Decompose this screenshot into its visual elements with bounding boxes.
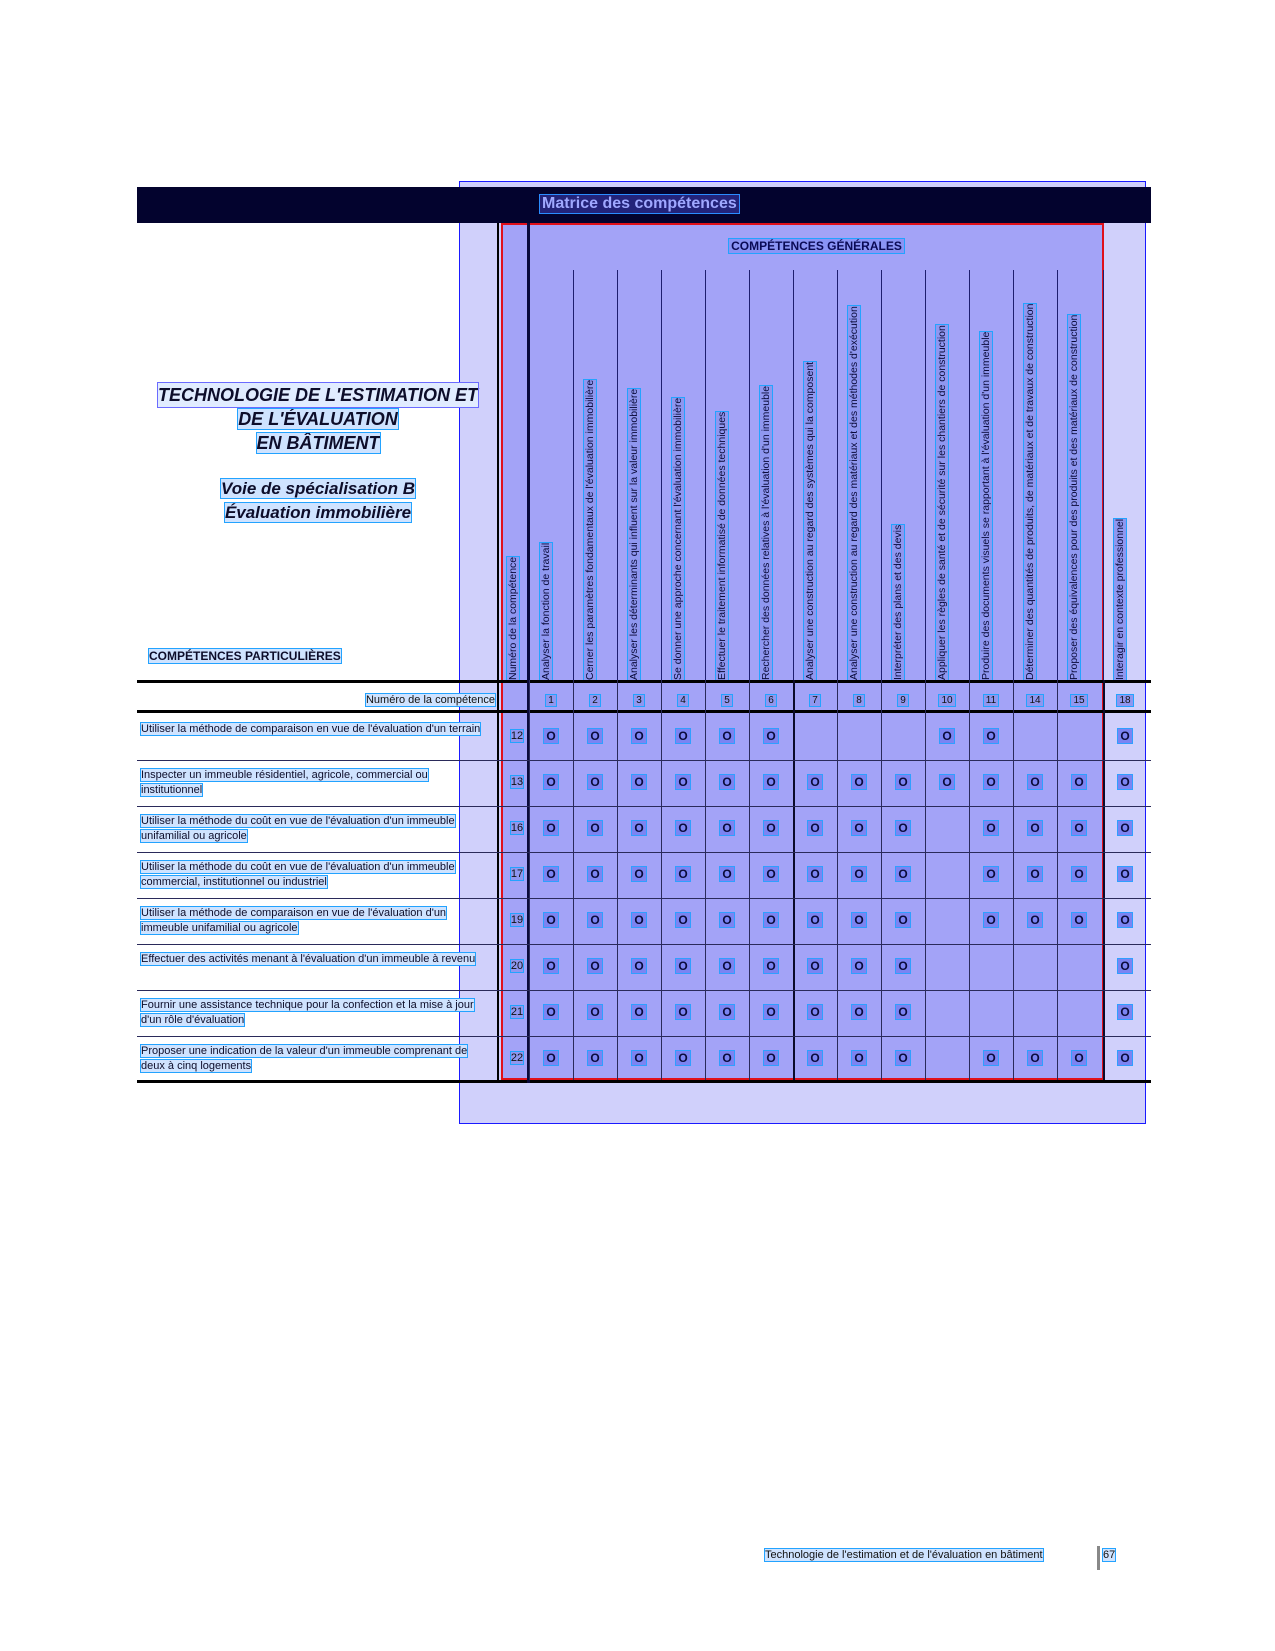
grid-column-line	[705, 680, 706, 1080]
competency-mark: O	[543, 728, 559, 744]
competency-mark: O	[1071, 1050, 1087, 1066]
rule-numbers	[137, 710, 1151, 713]
grid-column-line	[617, 680, 618, 1080]
competency-mark: O	[675, 958, 691, 974]
column-header-label: Se donner une approche concernant l'évaluation immobilière	[672, 397, 684, 680]
number-row-label: Numéro de la compétence	[365, 694, 495, 706]
competency-mark: O	[675, 1050, 691, 1066]
competency-mark: O	[1071, 820, 1087, 836]
number-column-header: Numéro de la compétence	[507, 556, 519, 680]
general-competencies-title: COMPÉTENCES GÉNÉRALES	[731, 239, 902, 253]
column-header-label: Analyser une construction au regard des systèmes qui la composent	[804, 361, 816, 680]
column-header	[705, 270, 749, 680]
competency-mark: O	[763, 1004, 779, 1020]
grid-column-line	[1013, 680, 1014, 1080]
column-header	[617, 270, 661, 680]
column-number: 11	[985, 695, 997, 706]
column-header-label: Analyser les déterminants qui influent sur la valeur immobilière	[628, 388, 640, 680]
page-number: 67	[1103, 1549, 1116, 1561]
competency-label: Utiliser la méthode de comparaison en vue de l'évaluation d'un terrain	[141, 723, 481, 735]
column-header-label: Rechercher des données relatives à l'évaluation d'un immeuble	[760, 385, 772, 680]
competency-mark: O	[543, 866, 559, 882]
column-number: 8	[856, 695, 862, 706]
title-line-1: TECHNOLOGIE DE L'ESTIMATION ET	[158, 385, 478, 405]
grid-column-line	[749, 680, 750, 1080]
competency-mark: O	[983, 774, 999, 790]
competency-mark: O	[851, 958, 867, 974]
competency-mark: O	[543, 912, 559, 928]
competency-number: 17	[510, 868, 524, 880]
competency-mark: O	[807, 1004, 823, 1020]
competency-mark: O	[1071, 774, 1087, 790]
competency-mark: O	[543, 1050, 559, 1066]
competency-mark: O	[851, 912, 867, 928]
grid-column-line	[837, 680, 838, 1080]
competency-mark: O	[719, 774, 735, 790]
column-header-label: Proposer des équivalences pour des produits et des matériaux de construction	[1068, 314, 1080, 680]
grid-column-line	[925, 680, 926, 1080]
footer-text: Technologie de l'estimation et de l'évaluation en bâtiment	[765, 1549, 1043, 1561]
competency-mark: O	[983, 912, 999, 928]
rule-top	[137, 680, 1151, 683]
column-number: 3	[636, 695, 642, 706]
grid-column-line	[1057, 680, 1058, 1080]
particular-competencies-title: COMPÉTENCES PARTICULIÈRES	[149, 649, 341, 663]
competency-mark: O	[1027, 1050, 1043, 1066]
column-number: 15	[1073, 695, 1085, 706]
grid-column-line	[573, 680, 574, 1080]
grid-row-line	[137, 806, 1151, 807]
competency-mark: O	[675, 912, 691, 928]
competency-mark: O	[543, 774, 559, 790]
competency-mark: O	[1117, 820, 1133, 836]
competency-mark: O	[675, 1004, 691, 1020]
column-number: 18	[1119, 695, 1131, 706]
competency-mark: O	[807, 958, 823, 974]
competency-mark: O	[851, 866, 867, 882]
competency-number: 21	[510, 1006, 524, 1018]
competency-number: 12	[510, 730, 524, 742]
competency-mark: O	[807, 1050, 823, 1066]
competency-mark: O	[675, 866, 691, 882]
competency-mark: O	[895, 958, 911, 974]
column-number: 10	[941, 695, 953, 706]
column-header-label: Appliquer les règles de santé et de sécurité sur les chantiers de construction	[936, 325, 948, 680]
column-header-label: Produire des documents visuels se rapportant à l'évaluation d'un immeuble	[980, 331, 992, 680]
competency-mark: O	[631, 912, 647, 928]
competency-mark: O	[895, 774, 911, 790]
competency-mark: O	[763, 728, 779, 744]
competency-mark: O	[1117, 1004, 1133, 1020]
grid-row-line	[137, 898, 1151, 899]
grid-row-line	[137, 944, 1151, 945]
competency-mark: O	[763, 1050, 779, 1066]
competency-mark: O	[587, 728, 603, 744]
competency-mark: O	[631, 1004, 647, 1020]
column-header	[837, 270, 881, 680]
competency-mark: O	[631, 866, 647, 882]
competency-mark: O	[1027, 820, 1043, 836]
column-number: 5	[724, 695, 730, 706]
competency-label: Utiliser la méthode du coût en vue de l'évaluation d'un immeuble commercial, institutionnel ou industriel	[141, 861, 455, 888]
column-header	[749, 270, 793, 680]
competency-mark: O	[1117, 958, 1133, 974]
competency-mark: O	[1071, 866, 1087, 882]
competency-mark: O	[587, 774, 603, 790]
competency-mark: O	[543, 820, 559, 836]
competency-mark: O	[719, 958, 735, 974]
competency-mark: O	[719, 820, 735, 836]
competency-mark: O	[719, 728, 735, 744]
competency-mark: O	[1117, 774, 1133, 790]
competency-mark: O	[895, 1050, 911, 1066]
competency-mark: O	[631, 774, 647, 790]
column-header	[573, 270, 617, 680]
competency-mark: O	[763, 820, 779, 836]
competency-label: Fournir une assistance technique pour la confection et la mise à jour d'un rôle d'évaluation	[141, 999, 474, 1026]
column-header-label: Analyser la fonction de travail	[540, 542, 552, 680]
column-header-label: Effectuer le traitement informatisé de données techniques	[716, 411, 728, 680]
title-line-3: EN BÂTIMENT	[256, 433, 380, 453]
column-header	[1057, 270, 1101, 680]
column-header	[793, 270, 837, 680]
competency-mark: O	[763, 912, 779, 928]
competency-mark: O	[851, 774, 867, 790]
competency-mark: O	[895, 1004, 911, 1020]
grid-column-line	[881, 680, 882, 1080]
competency-mark: O	[543, 958, 559, 974]
competency-mark: O	[1117, 1050, 1133, 1066]
competency-mark: O	[1117, 728, 1133, 744]
column-number: 1	[548, 695, 554, 706]
title-line-2: DE L'ÉVALUATION	[238, 409, 398, 429]
competency-mark: O	[895, 866, 911, 882]
rule-bottom	[137, 1080, 1151, 1083]
competency-mark: O	[983, 820, 999, 836]
competency-label: Utiliser la méthode de comparaison en vue de l'évaluation d'un immeuble unifamilial ou agricole	[141, 907, 447, 934]
rule-left	[497, 223, 499, 1083]
competency-mark: O	[719, 866, 735, 882]
competency-mark: O	[719, 1050, 735, 1066]
column-number: 14	[1029, 695, 1041, 706]
column-header-label: Interagir en contexte professionnel	[1114, 518, 1126, 680]
competency-number: 13	[510, 776, 524, 788]
column-header	[1013, 270, 1057, 680]
competency-mark: O	[983, 728, 999, 744]
competency-mark: O	[631, 728, 647, 744]
competency-mark: O	[1117, 866, 1133, 882]
competency-mark: O	[587, 820, 603, 836]
competency-mark: O	[587, 1004, 603, 1020]
competency-mark: O	[587, 1050, 603, 1066]
column-number: 6	[768, 695, 774, 706]
column-header	[661, 270, 705, 680]
grid-column-line	[1103, 680, 1105, 1080]
competency-mark: O	[1027, 912, 1043, 928]
column-number: 2	[592, 695, 598, 706]
competency-mark: O	[851, 1004, 867, 1020]
competency-mark: O	[763, 866, 779, 882]
competency-mark: O	[719, 912, 735, 928]
footer-divider	[1097, 1546, 1100, 1570]
competency-mark: O	[1117, 912, 1133, 928]
competency-mark: O	[763, 958, 779, 974]
spec-line-2: Évaluation immobilière	[224, 503, 412, 522]
column-number: 7	[812, 695, 818, 706]
competency-mark: O	[587, 866, 603, 882]
column-header	[925, 270, 969, 680]
competency-label: Utiliser la méthode du coût en vue de l'évaluation d'un immeuble unifamilial ou agricole	[141, 815, 455, 842]
grid-column-line	[529, 680, 530, 1080]
competency-mark: O	[807, 912, 823, 928]
grid-row-line	[137, 852, 1151, 853]
competency-mark: O	[719, 1004, 735, 1020]
competency-mark: O	[1027, 866, 1043, 882]
column-header	[969, 270, 1013, 680]
column-header	[1103, 270, 1147, 680]
competency-number: 20	[510, 960, 524, 972]
competency-mark: O	[983, 1050, 999, 1066]
competency-mark: O	[895, 820, 911, 836]
competency-mark: O	[983, 866, 999, 882]
competency-mark: O	[763, 774, 779, 790]
grid-column-line	[793, 680, 795, 1080]
competency-label: Proposer une indication de la valeur d'un immeuble comprenant de deux à cinq logements	[141, 1045, 468, 1072]
competency-mark: O	[807, 774, 823, 790]
grid-row-line	[137, 760, 1151, 761]
competency-mark: O	[895, 912, 911, 928]
grid-column-line	[969, 680, 970, 1080]
competency-mark: O	[631, 820, 647, 836]
competency-mark: O	[939, 728, 955, 744]
column-number: 9	[900, 695, 906, 706]
competency-label: Effectuer des activités menant à l'évaluation d'un immeuble à revenu	[141, 953, 476, 965]
competency-mark: O	[587, 912, 603, 928]
matrix-title: Matrice des compétences	[542, 195, 737, 212]
grid-row-line	[137, 990, 1151, 991]
competency-number: 22	[510, 1052, 524, 1064]
column-header-label: Déterminer des quantités de produits, de matériaux et de travaux de construction	[1024, 303, 1036, 680]
spec-line-1: Voie de spécialisation B	[221, 479, 415, 498]
column-header	[881, 270, 925, 680]
column-number: 4	[680, 695, 686, 706]
competency-mark: O	[1071, 912, 1087, 928]
competency-mark: O	[675, 728, 691, 744]
grid-row-line	[137, 1036, 1151, 1037]
column-header-label: Cerner les paramètres fondamentaux de l'évaluation immobilière	[584, 379, 596, 680]
competency-label: Inspecter un immeuble résidentiel, agricole, commercial ou institutionnel	[141, 769, 428, 796]
competency-mark: O	[543, 1004, 559, 1020]
competency-mark: O	[587, 958, 603, 974]
competency-mark: O	[807, 866, 823, 882]
specialization-title	[149, 477, 487, 525]
document-title	[149, 383, 487, 455]
competency-mark: O	[631, 1050, 647, 1066]
column-header-label: Analyser une construction au regard des matériaux et des méthodes d'exécution	[848, 306, 860, 680]
competency-mark: O	[1027, 774, 1043, 790]
competency-mark: O	[939, 774, 955, 790]
competency-number: 19	[510, 914, 524, 926]
competency-mark: O	[675, 774, 691, 790]
competency-mark: O	[807, 820, 823, 836]
grid-column-line	[661, 680, 662, 1080]
competency-mark: O	[631, 958, 647, 974]
competency-mark: O	[675, 820, 691, 836]
column-header-label: Interpréter des plans et des devis	[892, 524, 904, 680]
competency-number: 16	[510, 822, 524, 834]
competency-mark: O	[851, 1050, 867, 1066]
competency-mark: O	[851, 820, 867, 836]
column-header	[529, 270, 573, 680]
